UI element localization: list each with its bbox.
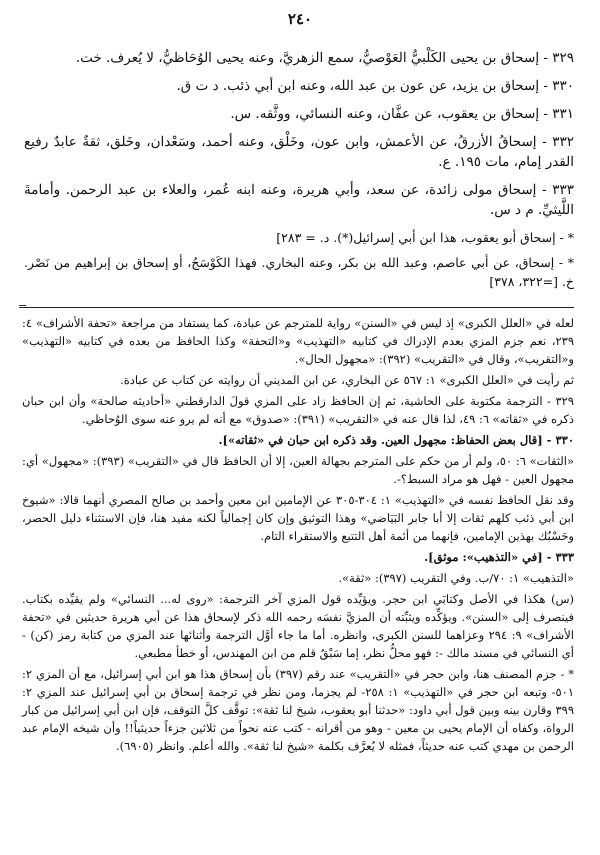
entry-329: ٣٢٩ - إسحاق بن يحيى الكَلْبيُّ العَوْصيُّ، سمع الزهريَّ، وعنه يحيى الوُحَاظيُّ، لا يُعرف. خت. — [75, 50, 574, 66]
footnote-1: لعله في «العلل الكبرى» إذ ليس في «السنن» رواية للمترجم عن عبادة، كما يستفاد من مراجعة «تحفة الأشراف» ٤: ٢٣٩، نعم جزم المزي بعدم الإدراك في كتابيه «التهذيب» و«التحفة» وكذا الحافظ من بعده في كتابيه «التهذيب» و«التقريب»، وقال في «التقريب» (٣٩٢): «مجهول الحال». — [22, 316, 574, 366]
footnote-333-a: «التذهيب» ١: ٧٠/ب. وفي التقريب (٣٩٧): «ثقة». — [338, 571, 574, 585]
note-ishaq-abi-asim: * - إسحاق، عن أبي عاصم، وعبد الله بن بكر، وعنه البخاري. فهذا الكَوْسَجُ، أو إسحاق بن إبراهيم من نَصْر. خ. [=٣٢٢، ٣٧٨] — [24, 255, 574, 289]
footnote-333-b: (س) هكذا في الأصل وكتابَي ابن حجر. ويؤيِّده قول المزي آخر الترجمة: «روى له... النسائي» ولم يقيِّده بكتاب. فينصرف إلى «السنن». ويؤكِّده ويثبِّته أن المزيَّ نفسَه رحمه الله ذكر لإسحاق هذا عن أبي هريرة حديثين في «تحفة الأشراف» ٩: ٢٩٤ وعزاهما للسنن الكبرى، وانظره. أما ما جاء أوَّل الترجمة وأثنائها عند المزي من كتابة رمز (كن) - أي النسائي في مسند مالك -: فهو محلُّ نظر، إما سَبْقُ قلم من ابن المهندس، أو خطأ مطبعي. — [22, 592, 575, 660]
footnotes — [22, 314, 574, 758]
footnote-separator — [24, 307, 574, 308]
page-number: ٢٤٠ — [287, 10, 313, 28]
entry-331: ٣٣١ - إسحاق بن يعقوب، عن عفَّان، وعنه النسائي، ووثَّقه. س. — [230, 106, 574, 122]
footnote-star: * - جزم المصنف هنا، وابن حجر في «التقريب» عند رقم (٣٩٧) بأن إسحاق هذا هو ابن أبي إسرائيل، مع أن المزي ٢: ٥٠١- وتبعه ابن حجر في «التهذيب» ١: ٢٥٨- لم يجزما، ومن نظر في ترجمة إسحاق بن أبي إسرائيل عند المزي ٢: ٣٩٩ وقارن بينه وبين قول أبي داود: «حدثنا أبو يعقوب، شيخ لنا ثقة»: توقَّف كلَّ التوقف، فإن ابن أبي إسرائيل من كبار الرواة، وكفاه أن الإمام يحيى بن معين - وهو من أقرانه - كتب عنه نحواً من ثلاثين جزءاً حديثياً!! وأن شيخه الإمام عبد الرحمن بن مهدي كتب عنه حديثاً، فمثله لا يُعرَّف بكلمة «شيخ لنا ثقة». والله أعلم. وانظر (٦٩٠٥). — [22, 667, 575, 753]
footnote-333-head: ٣٣٣ - [في «التذهيب»: موثق]. — [424, 550, 574, 564]
footnote-2: ثم رأيت في «العلل الكبرى» ١: ٥٦٧ عن البخاري، عن ابن المديني أن روايته عن كتاب عن عبادة. — [120, 373, 574, 387]
footnote-330-a: «الثقات» ٦: ٥٠، ولم أر من حكم على المترجم بجهالة العين، إلا أن الحافظ قال في «التقريب» (٣٩٣): «مجهول» أي: مجهول العين - فهل هو مراد السبط؟-. — [22, 454, 575, 486]
entry-333: ٣٣٣ - إسحاق مولى زائدة، عن سعد، وأبي هريرة، وعنه ابنه عُمر، والعلاء بن عبد الرحمن. وأمامةَ اللَّيثيِّ. م د س. — [24, 182, 574, 218]
entry-330: ٣٣٠ - إسحاق بن يزيد، عن عون بن عبد الله، وعنه ابن أبي ذئب. د ت ق. — [176, 78, 574, 94]
footnote-330-b: وقد نقل الحافظ نفسه في «التهذيب» ١: ٣٠٤-٣٠٥ عن الإمامين ابن معين وأحمد بن صالح المصري أنهما قالا: «شيوخ ابن أبي ذئب كلهم ثقات إلا أبا جابر البَيَاضي» وهذا التوثيق وإن كان إجمالياً لكنه مفيد هنا، فإن الاستثناء دليل الحصر، وحَسْبُك بهذين الإمامين، فإنهما من أئمة أهل التتبع والاستقراء التام. — [22, 493, 574, 543]
note-abu-yaqub: * - إسحاق أبو يعقوب، هذا ابن أبي إسرائيل(*). د. = ٢٨٣] — [276, 230, 574, 245]
footnote-330-head: ٣٣٠ - [قال بعض الحفاظ: مجهول العين. وقد ذكره ابن حبان في «ثقاته»]. — [218, 433, 574, 447]
main-text — [24, 48, 574, 297]
separator-mark: = — [18, 300, 28, 313]
footnote-329: ٣٢٩ - الترجمة مكتوبة على الحاشية، ثم إن الحافظ زاد على المزي قولَ الدارقطني «أحاديثه صالحة» وأن ابن حبان ذكره في «ثقاته» ٦: ٤٩، لذا قال عنه في «التقريب» (٣٩١): «صدوق» مع أنه لم يرو عنه سوى الوُحاظي. — [22, 394, 574, 426]
entry-332: ٣٣٢ - إسحاقُ الأزرقُ، عن الأعمش، وابن عون، وخَلْق، وعنه أحمد، وسَعْدان، وخَلق، ثقةٌ عابدٌ رفيع القدر إمام، مات ١٩٥. ع. — [24, 134, 574, 170]
